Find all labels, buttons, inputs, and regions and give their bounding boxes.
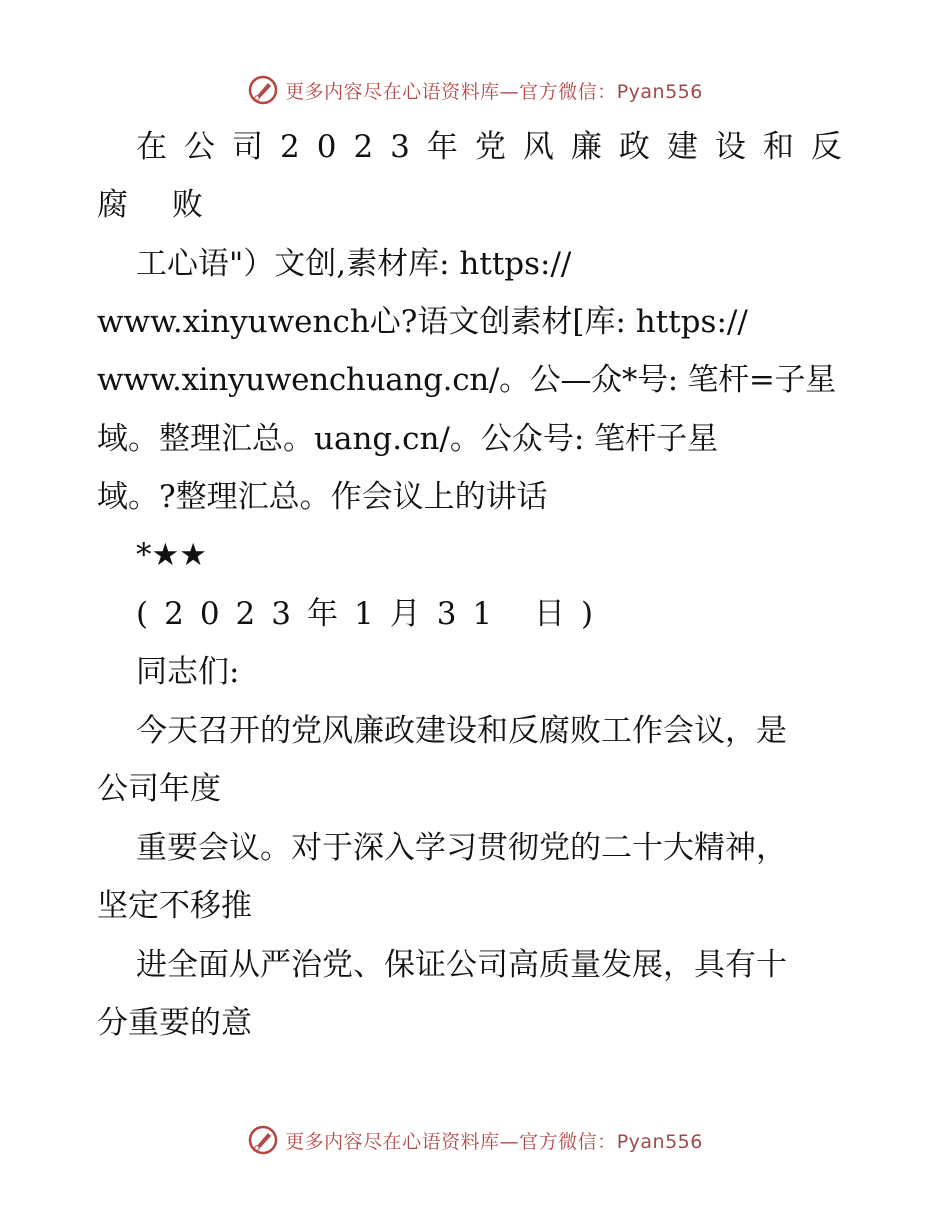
doc-stars: *★★ xyxy=(136,537,208,573)
doc-paragraph-line-3: 重要会议。对于深入学习贯彻党的二十大精神， xyxy=(136,830,787,866)
doc-title-line-1: 在公司2023年党风廉政建设和反 xyxy=(136,129,859,165)
doc-paragraph-line-1: 今天召开的党风廉政建设和反腐败工作会议，是 xyxy=(136,713,787,749)
doc-line-6: 域。整理汇总。uang.cn/。公众号: 笔杆子星 xyxy=(97,421,719,457)
doc-title-line-2: 腐 败 xyxy=(97,187,220,223)
doc-line-4: www.xinyuwench心?语文创素材[库: https:// xyxy=(97,304,748,340)
doc-salutation: 同志们: xyxy=(136,654,240,690)
doc-date: (2023年1月31 日) xyxy=(136,596,610,632)
watermark-text: 更多内容尽在心语资料库—官方微信：Pyan556 xyxy=(285,1130,703,1153)
pen-nib-logo-icon xyxy=(247,1124,279,1156)
doc-paragraph-line-2: 公司年度 xyxy=(97,771,221,807)
doc-paragraph-line-6: 分重要的意 xyxy=(97,1005,252,1041)
doc-paragraph-line-5: 进全面从严治党、保证公司高质量发展，具有十 xyxy=(136,947,787,983)
doc-line-5: www.xinyuwenchuang.cn/。公—众*号: 笔杆=子星 xyxy=(97,362,836,398)
doc-line-3: 工心语"）文创,素材库: https:// xyxy=(136,246,572,282)
watermark-text: 更多内容尽在心语资料库—官方微信：Pyan556 xyxy=(285,80,703,103)
footer-watermark xyxy=(0,1120,950,1160)
pen-nib-logo-icon xyxy=(247,74,279,106)
doc-paragraph-line-4: 坚定不移推 xyxy=(97,888,252,924)
header-watermark xyxy=(0,70,950,110)
doc-line-7: 域。?整理汇总。作会议上的讲话 xyxy=(97,479,548,515)
